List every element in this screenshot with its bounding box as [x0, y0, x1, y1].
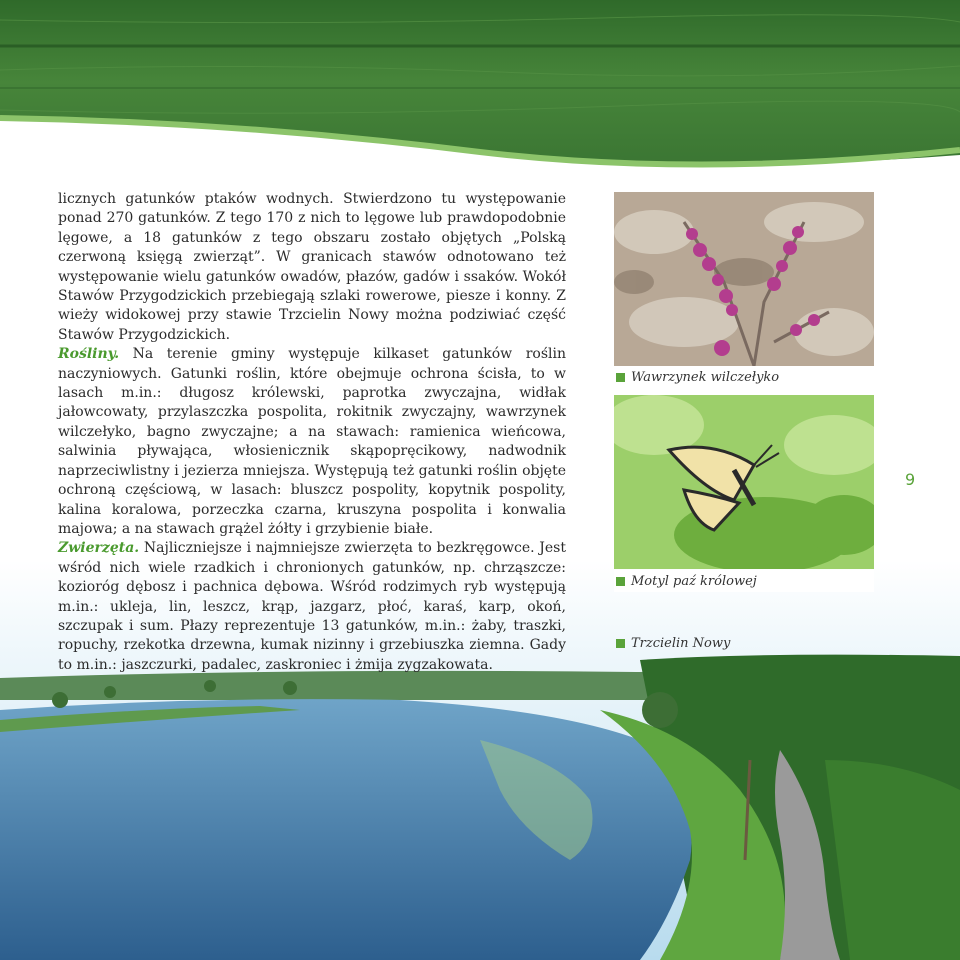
caption-bullet-square	[616, 373, 625, 382]
intro-paragraph: licznych gatunków ptaków wodnych. Stwierdzono tu występowanie ponad 270 gatunków. Z tego 170 z nich to lęgowe lub prawdopodobnie lęgowe, a 18 gatunków z tego obszaru zostało objętych „Polską czerwoną księgą zwierząt”. W granicach stawów odnotowano też występowanie wielu gatunków owadów, płazów, gadów i ssaków. Wokół Stawów Przygodzickich przebiegają szlaki rowerowe, piesze i konny. Z wieży widokowej przy stawie Trzcielin Nowy można podziwiać część Stawów Przygodzickich.	[58, 191, 566, 343]
animals-heading: Zwierzęta.	[58, 540, 140, 557]
caption-text: Trzcielin Nowy	[631, 635, 731, 651]
header-wood-banner	[0, 0, 960, 180]
animals-paragraph	[58, 539, 566, 675]
caption-photo1	[614, 366, 874, 388]
caption-bullet-square	[616, 577, 625, 586]
body-text-column	[58, 190, 566, 675]
plants-heading: Rośliny.	[58, 346, 120, 363]
plants-text: Na terenie gminy występuje kilkaset gatunków roślin naczyniowych. Gatunki roślin, które obejmuje ochrona ścisła, to w lasach m.in.: długosz królewski, paprotka zwyczajna, widłak jałowcowaty, przylaszczka pospolita, rokitnik zwyczajny, wawrzynek wilczełyko, bagno zwyczajne; a na stawach: ramienica wieńcowa, salwinia pływająca, włosienicznik skąpopręcikowy, nadwodnik naprzeciwlistny i jezierza mniejsza. Występują też gatunki roślin objęte ochroną częściową, w lasach: bluszcz pospolity, kopytnik pospolity, kalina koralowa, porzeczka czarna, kruszyna pospolita i konwalia majowa; a na stawach grążel żółty i grzybienie białe.	[58, 346, 566, 537]
caption-bullet-square	[616, 639, 625, 648]
caption-text: Motyl paź królowej	[631, 573, 757, 589]
photo-motyl	[614, 395, 874, 569]
caption-photo2	[614, 570, 874, 592]
plants-paragraph	[58, 345, 566, 539]
caption-text: Wawrzynek wilczełyko	[631, 369, 780, 385]
caption-photo3	[614, 632, 874, 654]
animals-text: Najliczniejsze i najmniejsze zwierzęta to bezkręgowce. Jest wśród nich wiele rzadkich i chronionych gatunków, np. chrząszcze: kozioróg dębosz i pachnica dębowa. Wśród rodzimych ryb występują m.in.: ukleja, lin, leszcz, krąp, jazgarz, płoć, karaś, karp, okoń, szczupak i sum. Płazy reprezentuje 13 gatunków, m.in.: żaby, traszki, ropuchy, rzekotka drzewna, kumak nizinny i grzebiuszka ziemna. Gady to m.in.: jaszczurki, padalec, zaskroniec i żmija zygzakowata.	[58, 540, 566, 673]
photo-wawrzynek	[614, 192, 874, 366]
page-number: 9	[905, 470, 916, 489]
